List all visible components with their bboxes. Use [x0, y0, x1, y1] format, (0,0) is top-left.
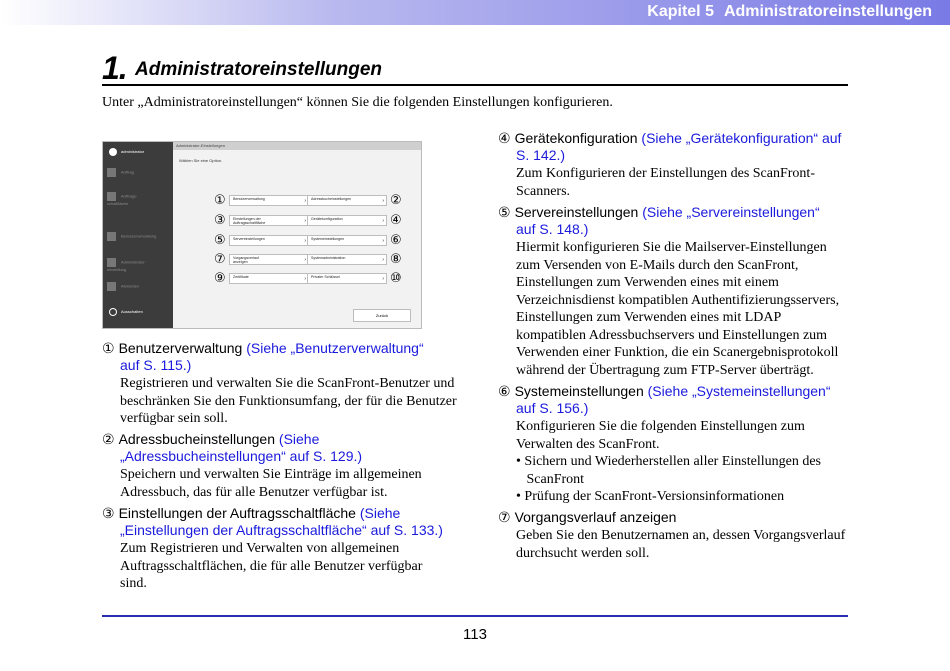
- screenshot-sidebar: [103, 142, 173, 328]
- footer-rule: [102, 615, 848, 617]
- item-name: Servereinstellungen: [514, 204, 639, 220]
- page-number: 113: [463, 626, 487, 643]
- section-number: 1.: [102, 50, 127, 86]
- callout-number: ①: [214, 193, 226, 208]
- item-number: ②: [102, 432, 115, 448]
- chevron-right-icon: ›: [382, 238, 384, 244]
- screenshot-power: Ausschalten: [109, 308, 143, 316]
- item-desc-line: Scanners.: [516, 183, 571, 199]
- chevron-right-icon: ›: [382, 257, 384, 263]
- screenshot-main: [173, 142, 421, 328]
- screenshot-side-item: Administrator- einstellung: [107, 259, 146, 272]
- item-desc-line: sind.: [120, 576, 147, 591]
- screenshot-side-item: Auftrag: [107, 168, 169, 186]
- section-title: Administratoreinstellungen: [135, 59, 383, 80]
- item-link[interactable]: (Siehe „Gerätekonfiguration“ auf: [641, 130, 842, 146]
- power-icon: [109, 308, 117, 316]
- callout-number: ⑨: [214, 271, 226, 286]
- item-number: ①: [102, 341, 115, 357]
- job-button-icon: [107, 192, 116, 201]
- callout-number: ⑤: [214, 233, 226, 248]
- item-desc-line: Verzeichnisdienst kompatiblen Authentifizierungsservers,: [516, 292, 840, 308]
- item-number: ⑤: [498, 205, 511, 221]
- chevron-right-icon: ›: [304, 276, 306, 282]
- callout-number: ⑧: [390, 252, 402, 267]
- item-desc-line: ScanFront: [516, 471, 585, 487]
- screenshot-option-button: Servereinstellungen ›: [229, 235, 309, 246]
- item-desc-line: Einstellungen zum Verwenden eines mit einem: [516, 275, 779, 290]
- item-vorgangsverlauf: [498, 509, 676, 527]
- chevron-right-icon: ›: [382, 218, 384, 224]
- screenshot-option-button: Adressbucheinstellungen ›: [307, 195, 387, 206]
- section-heading: [102, 52, 848, 86]
- item-auftragsschaltflaeche: [102, 505, 400, 523]
- item-link-cont[interactable]: „Adressbucheinstellungen“ auf S. 129.): [120, 448, 363, 464]
- item-name: Gerätekonfiguration: [514, 130, 638, 146]
- item-link-cont[interactable]: auf S. 148.): [516, 221, 589, 237]
- chevron-right-icon: ›: [304, 198, 306, 204]
- item-desc-line: Konfigurieren Sie die folgenden Einstellungen zum: [516, 419, 805, 434]
- chevron-right-icon: ›: [382, 198, 384, 204]
- item-desc-line: Verwenden einer Funktion, die ein Scanergebnisprotokoll: [516, 345, 839, 360]
- item-link-cont[interactable]: auf S. 115.): [120, 357, 192, 373]
- screenshot-prompt: Wählen Sie eine Option.: [179, 158, 223, 163]
- screenshot-topbar: Administrator-Einstellungen: [173, 142, 421, 150]
- item-desc-line: Adressbuch, das für alle Benutzer verfügbar ist.: [120, 484, 388, 500]
- screenshot-option-button: Gerätekonfiguration ›: [307, 215, 387, 226]
- chevron-right-icon: ›: [304, 238, 306, 244]
- item-desc-line: Zum Registrieren und Verwalten von allgemeinen: [120, 541, 400, 556]
- intro-text: Unter „Administratoreinstellungen“ können Sie die folgenden Einstellungen konfigurieren.: [102, 95, 613, 110]
- screenshot-option-button: Systemadministration ›: [307, 254, 387, 265]
- logout-icon: [107, 282, 116, 291]
- header-title: [647, 3, 932, 21]
- item-servereinstellungen: [498, 204, 820, 222]
- header-band: [0, 0, 950, 25]
- item-link[interactable]: (Siehe „Servereinstellungen“: [642, 204, 820, 220]
- screenshot-side-item: Auftrags- schaltfläche: [107, 193, 138, 206]
- item-link-cont[interactable]: S. 142.): [516, 147, 566, 163]
- callout-number: ③: [214, 213, 226, 228]
- item-geraetekonfiguration: [498, 130, 841, 148]
- item-desc-line: Speichern und verwalten Sie Einträge im allgemeinen: [120, 467, 422, 482]
- screenshot-option-button: Benutzerverwaltung ›: [229, 195, 309, 206]
- item-number: ④: [498, 131, 511, 147]
- item-desc-line: kompatiblen Adressbuchservers und Einstellungen zum: [516, 327, 828, 343]
- item-systemeinstellungen: [498, 383, 831, 401]
- item-desc-line: zum Versenden von E-Mails durch den ScanFront,: [516, 257, 799, 273]
- screenshot-back-button: Zurück: [353, 309, 411, 322]
- user-icon: [109, 148, 117, 156]
- chevron-right-icon: ›: [382, 276, 384, 282]
- item-number: ③: [102, 506, 115, 522]
- item-desc-line: während der Übertragung zum FTP-Server überträgt.: [516, 362, 814, 378]
- item-link[interactable]: (Siehe: [359, 505, 401, 521]
- item-desc-line: Verwalten des ScanFront.: [516, 436, 660, 452]
- job-icon: [107, 168, 116, 177]
- callout-number: ④: [390, 213, 402, 228]
- chevron-right-icon: ›: [304, 218, 306, 224]
- item-desc-line: Registrieren und verwalten Sie die ScanFront-Benutzer und: [120, 376, 455, 391]
- screenshot-option-button: Systemeinstellungen ›: [307, 235, 387, 246]
- item-adressbuch: [102, 431, 319, 449]
- item-desc-line: • Sichern und Wiederherstellen aller Einstellungen des: [516, 454, 821, 469]
- callout-number: ⑦: [214, 252, 226, 267]
- chapter-label: Kapitel 5: [647, 3, 714, 20]
- item-desc-line: • Prüfung der ScanFront-Versionsinformationen: [516, 489, 785, 504]
- callout-number: ②: [390, 193, 402, 208]
- item-desc-line: Auftragsschaltflächen, die für alle Benutzer verfügbar: [120, 558, 423, 574]
- item-name: Einstellungen der Auftragsschaltfläche: [118, 505, 356, 521]
- item-benutzerverwaltung: [102, 340, 424, 358]
- screenshot-option-button: Vorgangsverlauf anzeigen ›: [229, 254, 309, 265]
- screenshot-side-item: Benutzerverwaltung: [107, 232, 169, 250]
- users-icon: [107, 232, 116, 241]
- admin-icon: [107, 258, 116, 267]
- screenshot-user: administrator: [109, 148, 169, 160]
- item-desc-line: durchsucht werden soll.: [516, 545, 650, 561]
- item-number: ⑥: [498, 384, 511, 400]
- item-link[interactable]: (Siehe „Systemeinstellungen“: [647, 383, 831, 399]
- screenshot-option-button: Privater Schlüssel ›: [307, 273, 387, 284]
- callout-number: ⑥: [390, 233, 402, 248]
- item-name: Benutzerverwaltung: [118, 340, 243, 356]
- item-desc-line: Hiermit konfigurieren Sie die Mailserver-Einstellungen: [516, 240, 827, 255]
- admin-settings-screenshot: [102, 141, 422, 329]
- item-link[interactable]: (Siehe „Benutzerverwaltung“: [246, 340, 424, 356]
- item-desc-line: beschränken Sie den Funktionsumfang, der für die Benutzer: [120, 393, 457, 409]
- screenshot-option-button: Einstellungen der Auftragsschaltfläche ›: [229, 215, 309, 226]
- item-link-cont[interactable]: „Einstellungen der Auftragsschaltfläche“ auf S. 133.): [120, 522, 443, 538]
- item-desc-line: Einstellungen zum Verwenden eines mit LDAP: [516, 310, 782, 325]
- item-name: Adressbucheinstellungen: [118, 431, 276, 447]
- callout-number: ⑩: [390, 271, 402, 286]
- chapter-title: Administratoreinstellungen: [723, 3, 932, 20]
- item-link[interactable]: (Siehe: [278, 431, 320, 447]
- item-link-cont[interactable]: auf S. 156.): [516, 400, 589, 416]
- item-desc-line: Geben Sie den Benutzernamen an, dessen Vorgangsverlauf: [516, 528, 846, 543]
- chevron-right-icon: ›: [304, 257, 306, 263]
- item-name: Vorgangsverlauf anzeigen: [514, 509, 677, 525]
- item-number: ⑦: [498, 510, 511, 526]
- item-desc-line: verfügbar sein soll.: [120, 411, 228, 426]
- item-name: Systemeinstellungen: [514, 383, 644, 399]
- screenshot-option-button: Zertifikate ›: [229, 273, 309, 284]
- item-desc-line: Zum Konfigurieren der Einstellungen des ScanFront-: [516, 166, 815, 181]
- screenshot-side-item: Abmelden: [107, 282, 169, 300]
